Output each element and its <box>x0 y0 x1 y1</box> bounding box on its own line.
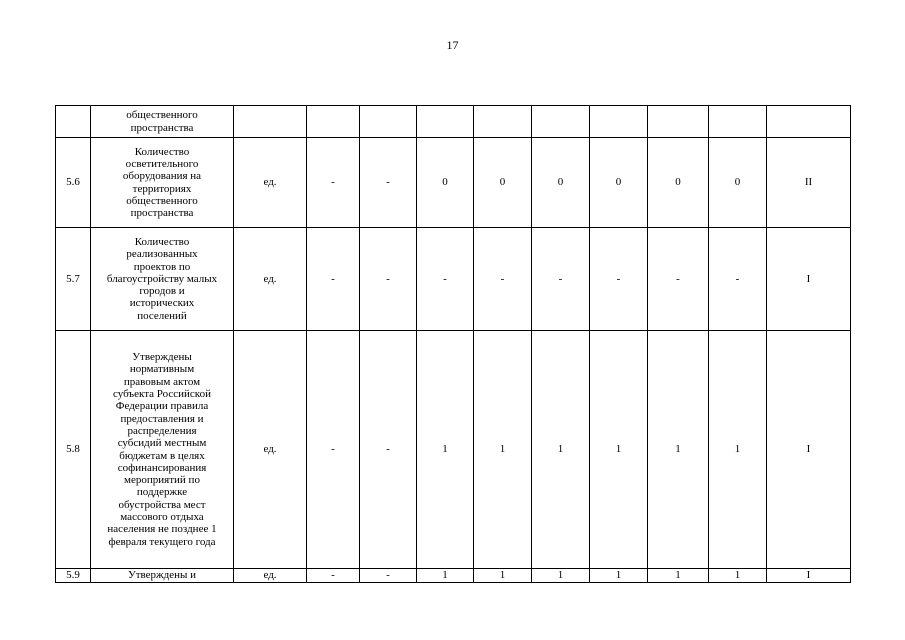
value-cell: - <box>307 331 360 569</box>
value-cell: - <box>648 228 709 331</box>
value-cell: 1 <box>474 569 532 583</box>
table-row <box>56 228 851 331</box>
indicators-table <box>55 105 851 583</box>
indicator-name: Количество осветительного оборудования на территориях общественного пространства <box>91 138 234 228</box>
value-cell <box>417 106 474 138</box>
value-cell: 1 <box>590 331 648 569</box>
value-cell: 0 <box>417 138 474 228</box>
value-cell: - <box>360 228 417 331</box>
row-number: 5.6 <box>56 138 91 228</box>
table-row <box>56 138 851 228</box>
table-row <box>56 106 851 138</box>
value-cell: - <box>590 228 648 331</box>
value-cell: - <box>417 228 474 331</box>
level-cell <box>767 106 851 138</box>
value-cell: - <box>474 228 532 331</box>
value-cell: - <box>709 228 767 331</box>
value-cell <box>360 106 417 138</box>
value-cell: 0 <box>648 138 709 228</box>
page-number: 17 <box>446 38 459 52</box>
value-cell: 1 <box>709 331 767 569</box>
value-cell: - <box>307 138 360 228</box>
value-cell <box>709 106 767 138</box>
row-number <box>56 106 91 138</box>
row-number: 5.7 <box>56 228 91 331</box>
value-cell: - <box>307 569 360 583</box>
indicator-name: Утверждены нормативным правовым актом субъекта Российской Федерации правила предоставления и распределения субсидий местным бюджетам в целях софинансирования мероприятий по поддержке обустройства мест массового отдыха населения не позднее 1 февраля текущего года <box>91 331 234 569</box>
row-number: 5.8 <box>56 331 91 569</box>
value-cell: - <box>360 331 417 569</box>
value-cell <box>532 106 590 138</box>
unit-cell: ед. <box>234 228 307 331</box>
value-cell <box>590 106 648 138</box>
level-cell: II <box>767 138 851 228</box>
value-cell: 0 <box>709 138 767 228</box>
value-cell: 1 <box>590 569 648 583</box>
level-cell: I <box>767 569 851 583</box>
level-cell: I <box>767 228 851 331</box>
value-cell: 0 <box>590 138 648 228</box>
value-cell: 0 <box>532 138 590 228</box>
value-cell: - <box>360 138 417 228</box>
value-cell: 1 <box>417 569 474 583</box>
value-cell: 1 <box>417 331 474 569</box>
unit-cell <box>234 106 307 138</box>
value-cell: - <box>360 569 417 583</box>
value-cell: 1 <box>709 569 767 583</box>
indicator-name: Утверждены и <box>91 569 234 583</box>
table-row <box>56 331 851 569</box>
unit-cell: ед. <box>234 138 307 228</box>
value-cell: 1 <box>648 569 709 583</box>
unit-cell: ед. <box>234 331 307 569</box>
value-cell: 1 <box>648 331 709 569</box>
table-row <box>56 569 851 583</box>
value-cell: - <box>307 228 360 331</box>
value-cell: 1 <box>474 331 532 569</box>
value-cell <box>474 106 532 138</box>
unit-cell: ед. <box>234 569 307 583</box>
value-cell <box>307 106 360 138</box>
row-number: 5.9 <box>56 569 91 583</box>
value-cell: 1 <box>532 569 590 583</box>
value-cell: 0 <box>474 138 532 228</box>
value-cell: - <box>532 228 590 331</box>
value-cell: 1 <box>532 331 590 569</box>
level-cell: I <box>767 331 851 569</box>
indicator-name: Количество реализованных проектов по благоустройству малых городов и исторических поселений <box>91 228 234 331</box>
value-cell <box>648 106 709 138</box>
indicator-name: общественного пространства <box>91 106 234 138</box>
